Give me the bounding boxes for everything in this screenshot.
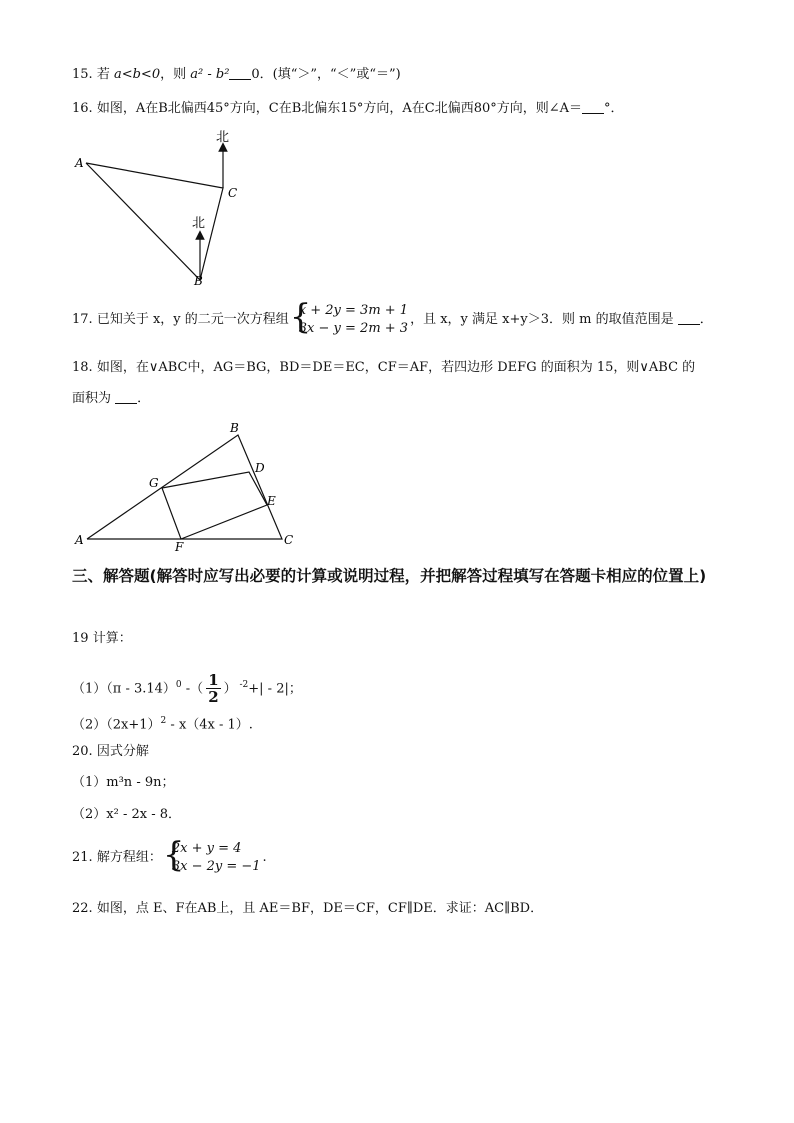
condition: a<b<0 — [113, 67, 161, 82]
question-text: 如图，点 E、F在AB上，且 AE＝BF，DE＝CF，CF∥DE．求证：AC∥BD． — [96, 901, 544, 916]
question-number: 16. — [72, 101, 93, 116]
question-18-line1 — [72, 359, 695, 377]
question-text: ，则 — [160, 67, 191, 82]
question-text: ，且 x，y 满足 x+y＞3．则 m 的取值范围是 — [410, 312, 674, 327]
question-text: 如图，A在B北偏西45°方向，C在B北偏东15°方向，A在C北偏西80°方向，则∠A＝ — [96, 101, 583, 116]
north-label-mid: 北 — [192, 216, 206, 231]
section-3-heading: 三、解答题(解答时应写出必要的计算或说明过程，并把解答过程填写在答题卡相应的位置上) — [72, 567, 707, 585]
quadrilateral-defg — [162, 472, 267, 539]
question-20-part-1: （1）m³n - 9n； — [72, 775, 175, 790]
figure-q18 — [70, 415, 310, 555]
question-16 — [72, 100, 624, 118]
question-number: 15. — [72, 67, 93, 82]
question-19-part-1 — [72, 670, 302, 705]
question-19-part-2 — [72, 712, 253, 734]
point-f-label: F — [175, 540, 184, 554]
point-d-label: D — [255, 461, 265, 475]
fraction-one-half — [206, 672, 220, 705]
question-title: 计算： — [92, 631, 132, 646]
question-text-tail: . — [262, 850, 267, 865]
question-20 — [72, 743, 149, 761]
exponent: 2 — [160, 716, 167, 726]
expr-text: ） — [223, 681, 237, 697]
equation-system — [289, 296, 409, 338]
question-number: 17. — [72, 312, 93, 327]
question-text: 0．(填“＞”，“＜”或“＝”) — [251, 67, 401, 82]
expr-text: （1）（π - 3.14） — [72, 681, 176, 697]
question-title: 因式分解 — [96, 744, 149, 759]
question-number: 22. — [72, 901, 93, 916]
expression: a² - b² — [190, 67, 230, 82]
equation-1: 2x + y = 4 — [171, 840, 242, 856]
exponent: -2 — [236, 680, 249, 690]
question-text-tail: °． — [604, 101, 624, 116]
point-g-label: G — [149, 476, 159, 490]
denominator: 2 — [208, 688, 219, 707]
brace-icon: { — [289, 296, 312, 337]
question-18-line2 — [72, 390, 150, 408]
vertex-b-label: B — [230, 421, 239, 435]
expr-text: （2）（2x+1） — [72, 717, 161, 733]
answer-blank[interactable] — [678, 312, 700, 325]
question-text-tail: ． — [699, 312, 713, 327]
question-number: 21. — [72, 850, 93, 865]
answer-blank[interactable] — [582, 101, 604, 114]
vertex-c-label: C — [228, 186, 238, 200]
question-17 — [72, 296, 713, 340]
brace-icon: { — [162, 834, 185, 875]
question-number: 18. — [72, 360, 93, 375]
equation-2: 3x − y = 2m + 3 — [298, 320, 409, 336]
expr-text: - x（4x - 1）. — [166, 717, 253, 733]
expr-text: +| - 2|； — [248, 681, 302, 697]
question-text-tail: ． — [137, 391, 151, 406]
question-20-part-2: （2）x² - 2x - 8． — [72, 807, 182, 822]
vertex-a-label: A — [75, 156, 84, 170]
numerator: 1 — [208, 671, 219, 690]
vertex-b-label: B — [194, 274, 203, 288]
question-text: 面积为 — [72, 391, 112, 406]
question-22 — [72, 900, 543, 918]
question-text: 已知关于 x，y 的二元一次方程组 — [96, 312, 289, 327]
question-15 — [72, 66, 401, 84]
equation-system — [162, 834, 261, 876]
vertex-c-label: C — [284, 533, 294, 547]
question-text: 如图，在∨ABC中，AG＝BG，BD＝DE＝EC，CF＝AF，若四边形 DEFG 的面积为 15，则∨ABC 的 — [96, 360, 696, 375]
question-21 — [72, 834, 267, 878]
question-19 — [72, 630, 132, 648]
vertex-a-label: A — [75, 533, 84, 547]
equation-1: x + 2y = 3m + 1 — [298, 302, 409, 318]
question-number: 19 — [72, 631, 89, 646]
triangle-abc — [87, 435, 282, 539]
question-title: 解方程组： — [96, 850, 162, 865]
question-number: 20. — [72, 744, 93, 759]
answer-blank[interactable] — [115, 391, 137, 404]
point-e-label: E — [267, 494, 276, 508]
exponent: 0 — [175, 680, 182, 690]
figure-q16 — [70, 125, 260, 290]
question-text: 若 — [96, 67, 114, 82]
equation-2: 3x − 2y = −1 — [171, 858, 261, 874]
answer-blank[interactable] — [229, 67, 251, 80]
north-label-top: 北 — [216, 130, 230, 145]
expr-text: -（ — [181, 681, 204, 697]
